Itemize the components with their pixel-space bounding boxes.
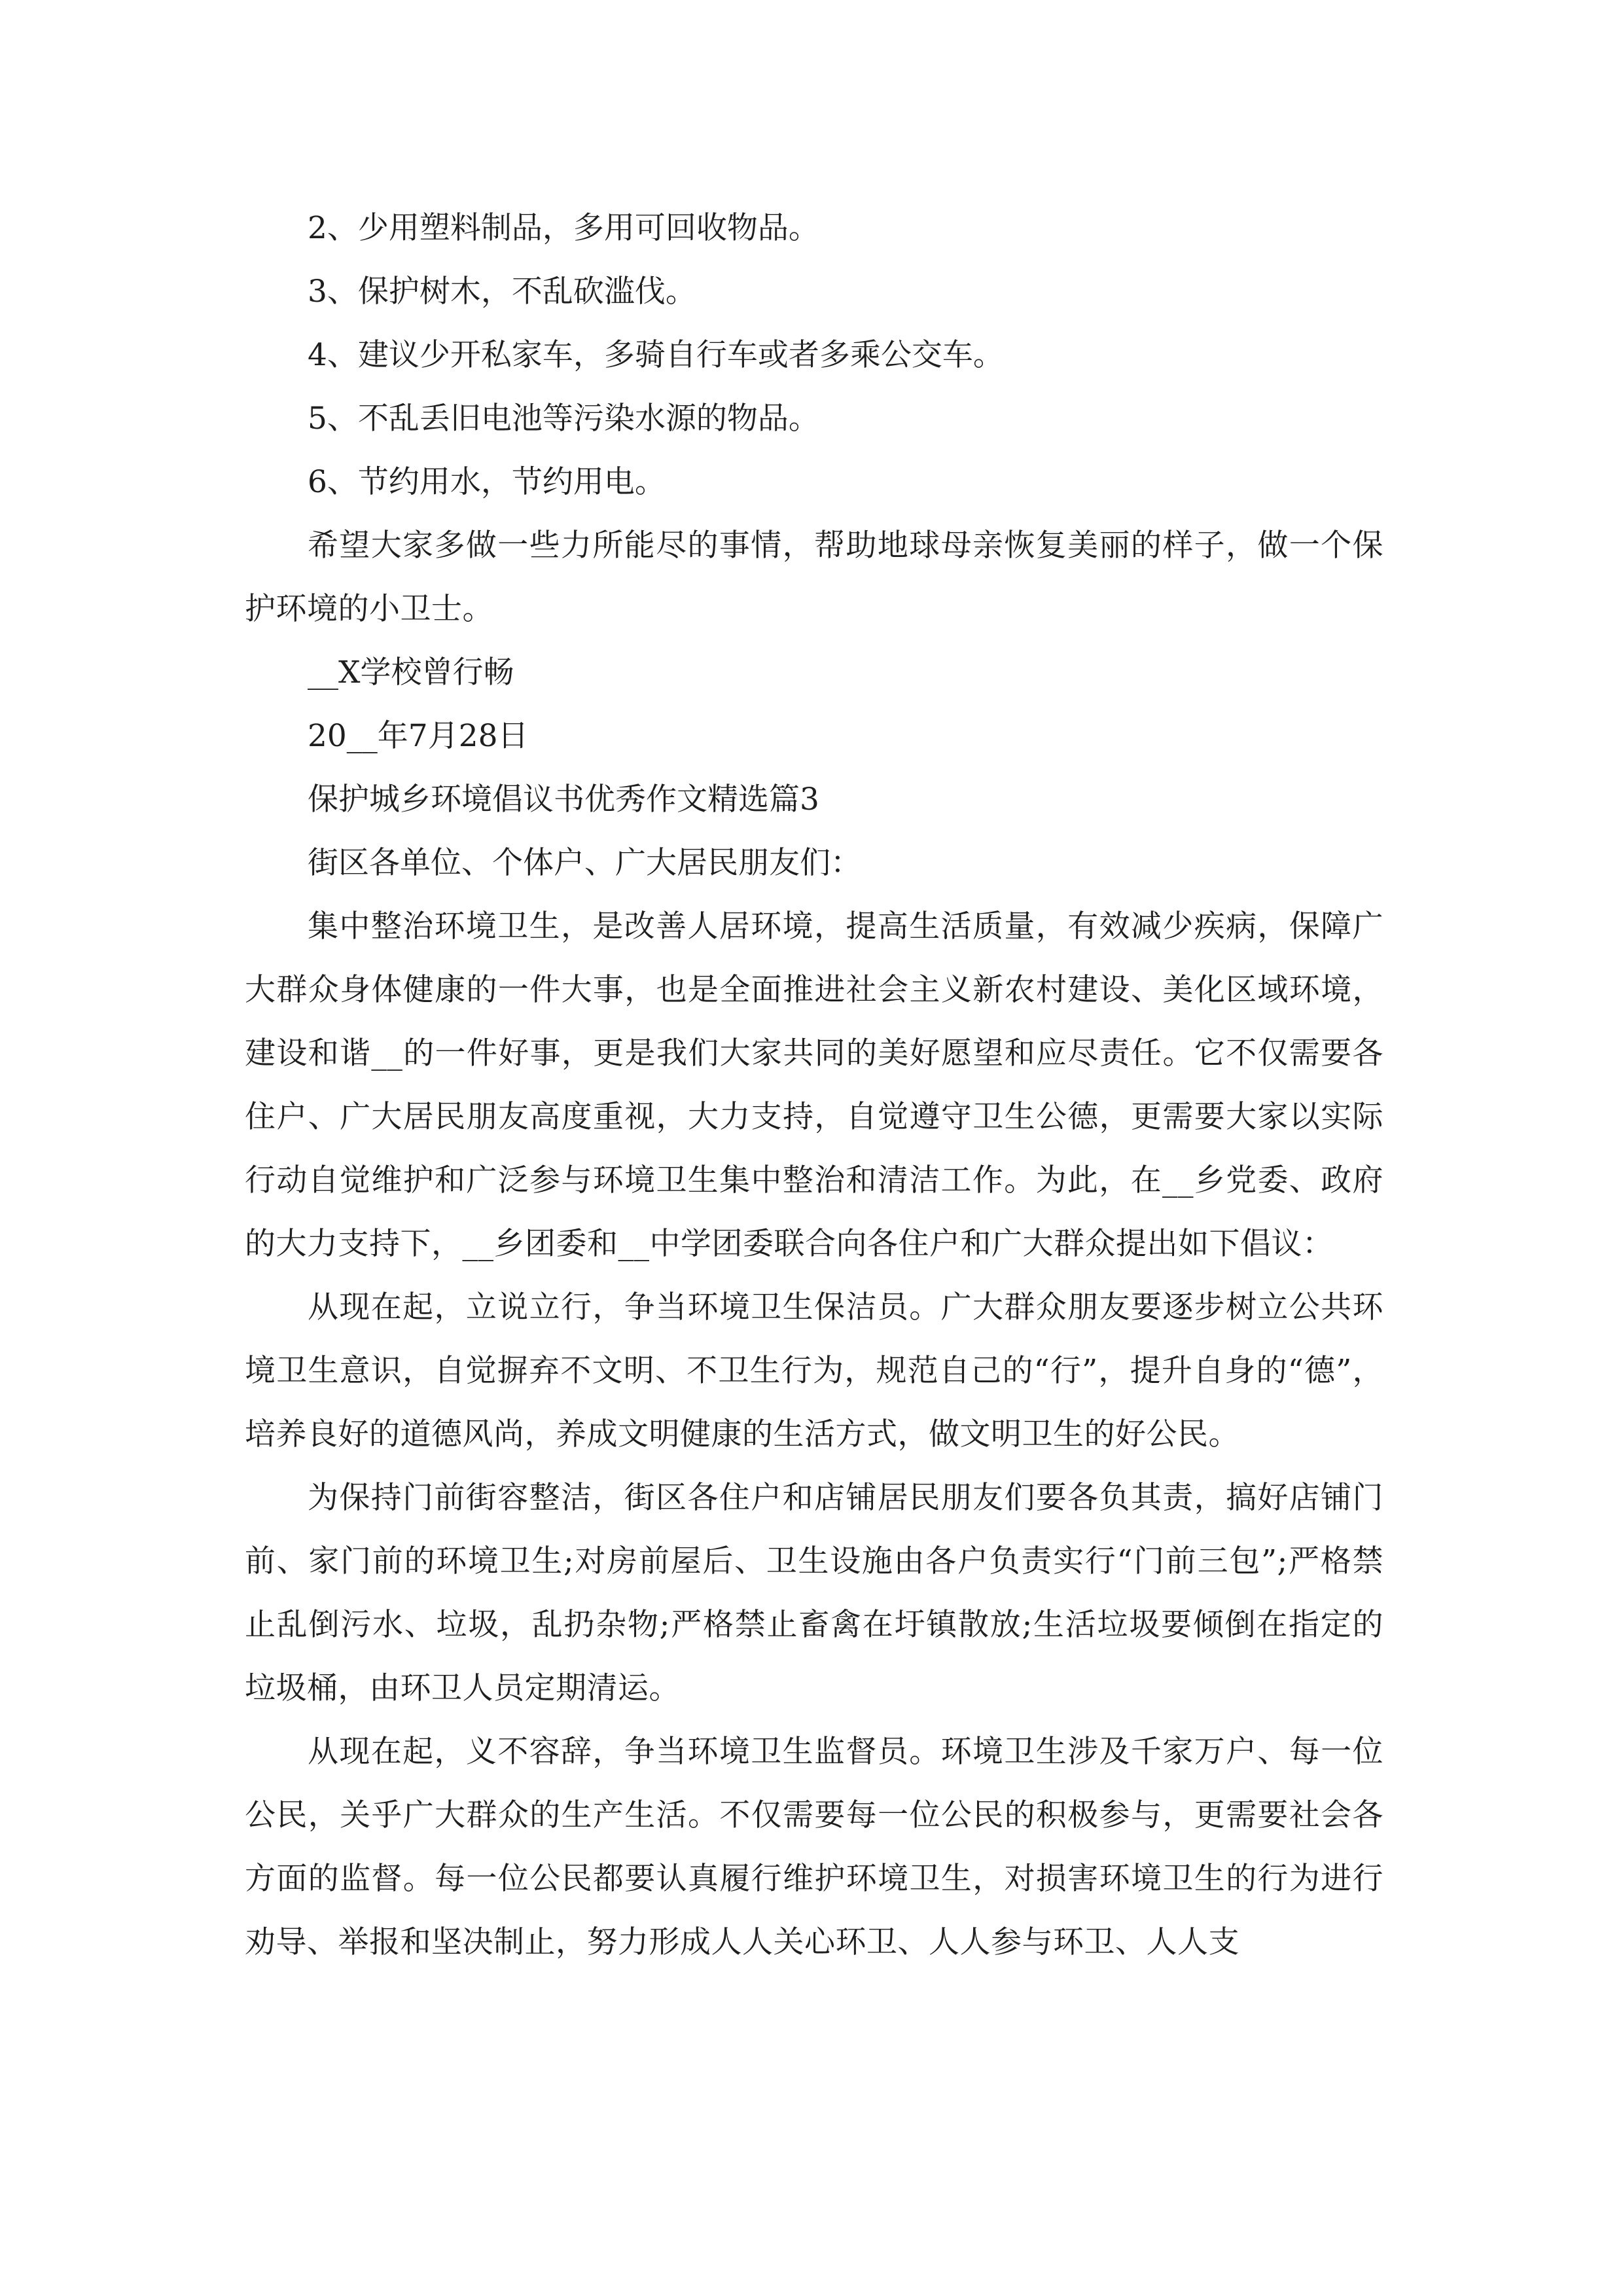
- section-title: 保护城乡环境倡议书优秀作文精选篇3: [308, 781, 819, 817]
- list-item: 3、保护树木，不乱砍滥伐。: [308, 274, 696, 310]
- signature: __X学校曾行畅: [308, 655, 514, 691]
- closing-paragraph: 希望大家多做一些力所能尽的事情，帮助地球母亲恢复美丽的样子，做一个保护环境的小卫士。: [245, 528, 1383, 627]
- document-body: [245, 196, 1383, 1974]
- body-paragraph: 为保持门前街容整洁，街区各住户和店铺居民朋友们要各负其责，搞好店铺门前、家门前的环境卫生;对房前屋后、卫生设施由各户负责实行“门前三包”;严格禁止乱倒污水、垃圾，乱扔杂物;严格禁止畜禽在圩镇散放;生活垃圾要倾倒在指定的垃圾桶，由环卫人员定期清运。: [245, 1480, 1383, 1706]
- list-item: 2、少用塑料制品，多用可回收物品。: [308, 210, 819, 246]
- list-item: 5、不乱丢旧电池等污染水源的物品。: [308, 401, 819, 437]
- date: 20__年7月28日: [308, 718, 529, 754]
- list-item: 4、建议少开私家车，多骑自行车或者多乘公交车。: [308, 337, 1004, 373]
- body-paragraph: 从现在起，立说立行，争当环境卫生保洁员。广大群众朋友要逐步树立公共环境卫生意识，自觉摒弃不文明、不卫生行为，规范自己的“行”，提升自身的“德”，培养良好的道德风尚，养成文明健康的生活方式，做文明卫生的好公民。: [245, 1289, 1383, 1452]
- list-item: 6、节约用水，节约用电。: [308, 464, 666, 500]
- body-paragraph: 集中整治环境卫生，是改善人居环境，提高生活质量，有效减少疾病，保障广大群众身体健康的一件大事，也是全面推进社会主义新农村建设、美化区域环境，建设和谐__的一件好事，更是我们大家共同的美好愿望和应尽责任。它不仅需要各住户、广大居民朋友高度重视，大力支持，自觉遵守卫生公德，更需要大家以实际行动自觉维护和广泛参与环境卫生集中整治和清洁工作。为此，在__乡党委、政府的大力支持下，__乡团委和__中学团委联合向各住户和广大群众提出如下倡议：: [245, 908, 1383, 1262]
- body-paragraph: 从现在起，义不容辞，争当环境卫生监督员。环境卫生涉及千家万户、每一位公民，关乎广大群众的生产生活。不仅需要每一位公民的积极参与，更需要社会各方面的监督。每一位公民都要认真履行维护环境卫生，对损害环境卫生的行为进行劝导、举报和坚决制止，努力形成人人关心环卫、人人参与环卫、人人支: [245, 1734, 1383, 1960]
- salutation: 街区各单位、个体户、广大居民朋友们：: [308, 845, 861, 881]
